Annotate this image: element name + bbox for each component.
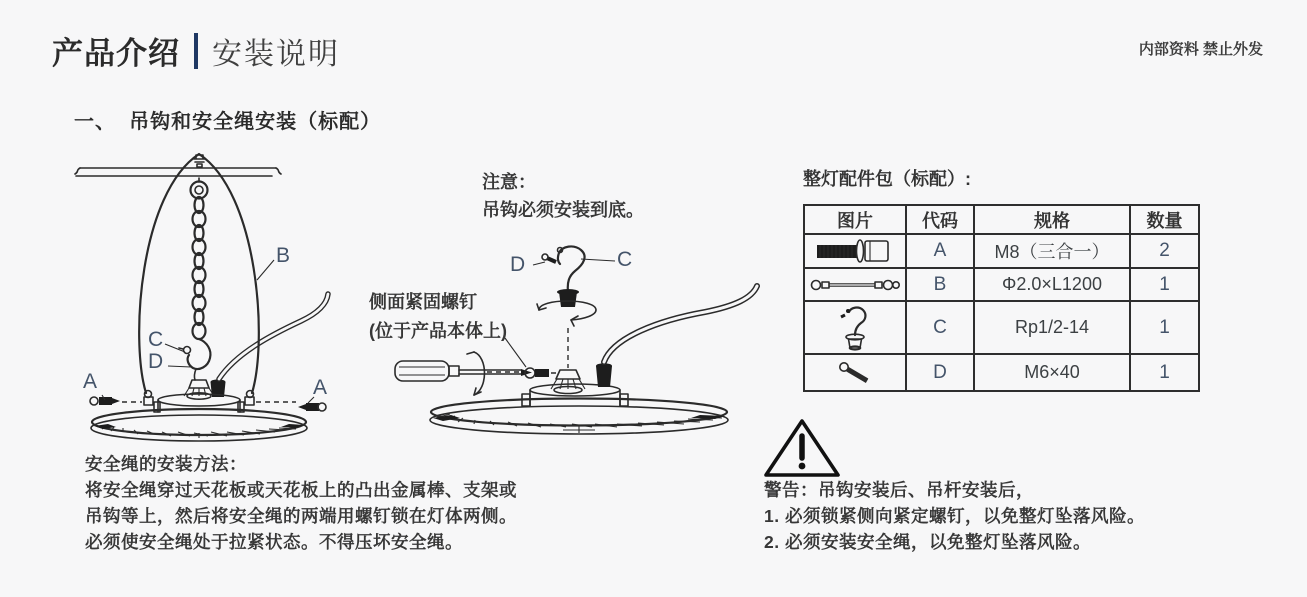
screwdriver-drawing — [395, 361, 532, 381]
label-c-left: C — [148, 328, 164, 351]
warning-triangle-icon — [762, 417, 842, 479]
part-spec: M6×40 — [974, 354, 1130, 391]
confidential-note: 内部资料 禁止外发 — [1138, 41, 1263, 58]
note-body: 吊钩必须安装到底。 — [482, 200, 644, 220]
note-title: 注意： — [482, 172, 536, 192]
parts-table-title: 整灯配件包（标配）: — [803, 169, 971, 189]
part-code: C — [906, 301, 974, 354]
set-screw-icon — [836, 359, 874, 387]
label-b: B — [276, 244, 291, 267]
cable-gland-drawing — [596, 363, 612, 387]
page-header — [52, 28, 340, 73]
safety-rope-instructions — [85, 451, 517, 555]
title-divider — [194, 33, 198, 69]
col-header-code: 代码 — [906, 205, 974, 234]
part-qty: 1 — [1130, 354, 1199, 391]
lamp-disc-drawing — [430, 399, 728, 435]
hook-drawing — [179, 339, 210, 380]
part-spec: Φ2.0×L1200 — [974, 268, 1130, 301]
table-row-c — [804, 301, 1199, 354]
rope-instructions-line3: 吊钩等上，然后将安全绳的两端用螺钉锁在灯体两侧。 — [85, 506, 517, 526]
label-c-middle: C — [617, 248, 633, 271]
screw-a-right-drawing — [256, 402, 326, 411]
page-title-secondary: 安装说明 — [212, 37, 340, 71]
mounting-boss-drawing — [551, 370, 585, 394]
power-cable-drawing — [219, 294, 328, 379]
warning-line2: 1. 必须锁紧侧向紧定螺钉，以免整灯坠落风险。 — [764, 506, 1145, 526]
side-screw-label-line1: 侧面紧固螺钉 — [369, 292, 477, 312]
note-block — [482, 168, 644, 224]
part-qty: 1 — [1130, 301, 1199, 354]
warning-line1: 警告：吊钩安装后、吊杆安装后， — [764, 480, 1034, 500]
part-qty: 1 — [1130, 268, 1199, 301]
text-pointer-line — [505, 338, 526, 367]
part-qty: 2 — [1130, 234, 1199, 268]
screw-a-left-drawing — [90, 397, 142, 405]
lamp-disc-drawing — [91, 409, 307, 441]
side-screw-label-line2: (位于产品本体上) — [369, 321, 507, 341]
hook-icon — [837, 304, 873, 352]
label-d-middle: D — [510, 253, 526, 276]
col-header-qty: 数量 — [1130, 205, 1199, 234]
rope-instructions-line2: 将安全绳穿过天花板或天花板上的凸出金属棒、支架或 — [85, 480, 517, 500]
label-d-left: D — [148, 350, 164, 373]
hook-and-rope-installation-diagram — [58, 145, 358, 450]
mounting-boss-drawing — [184, 380, 214, 399]
col-header-picture: 图片 — [804, 205, 906, 234]
label-a-left: A — [83, 370, 98, 393]
col-header-spec: 规格 — [974, 205, 1130, 234]
table-row-b — [804, 268, 1199, 301]
part-spec: M8（三合一） — [974, 234, 1130, 268]
bolt-m8-icon — [812, 236, 898, 266]
parts-table-header-row — [804, 205, 1199, 234]
warning-line3: 2. 必须安装安全绳，以免整灯坠落风险。 — [764, 532, 1091, 552]
hook-drawing — [542, 246, 585, 307]
table-row-d — [804, 354, 1199, 391]
part-spec: Rp1/2-14 — [974, 301, 1130, 354]
hook-tightening-diagram — [375, 240, 775, 455]
label-a-right: A — [313, 376, 328, 399]
part-code: B — [906, 268, 974, 301]
part-code: A — [906, 234, 974, 268]
rope-instructions-line1: 安全绳的安装方法： — [85, 454, 247, 474]
rope-instructions-line4: 必须使安全绳处于拉紧状态。不得压坏安全绳。 — [85, 532, 463, 552]
part-code: D — [906, 354, 974, 391]
chain-drawing — [193, 197, 206, 339]
section-heading: 一、 吊钩和安全绳安装（标配） — [74, 111, 382, 133]
warning-text — [764, 477, 1145, 555]
parts-table — [803, 204, 1200, 392]
safety-rope-icon — [809, 274, 901, 296]
page-title-primary: 产品介绍 — [52, 36, 180, 71]
power-cable-drawing — [604, 286, 757, 362]
table-row-a — [804, 234, 1199, 268]
